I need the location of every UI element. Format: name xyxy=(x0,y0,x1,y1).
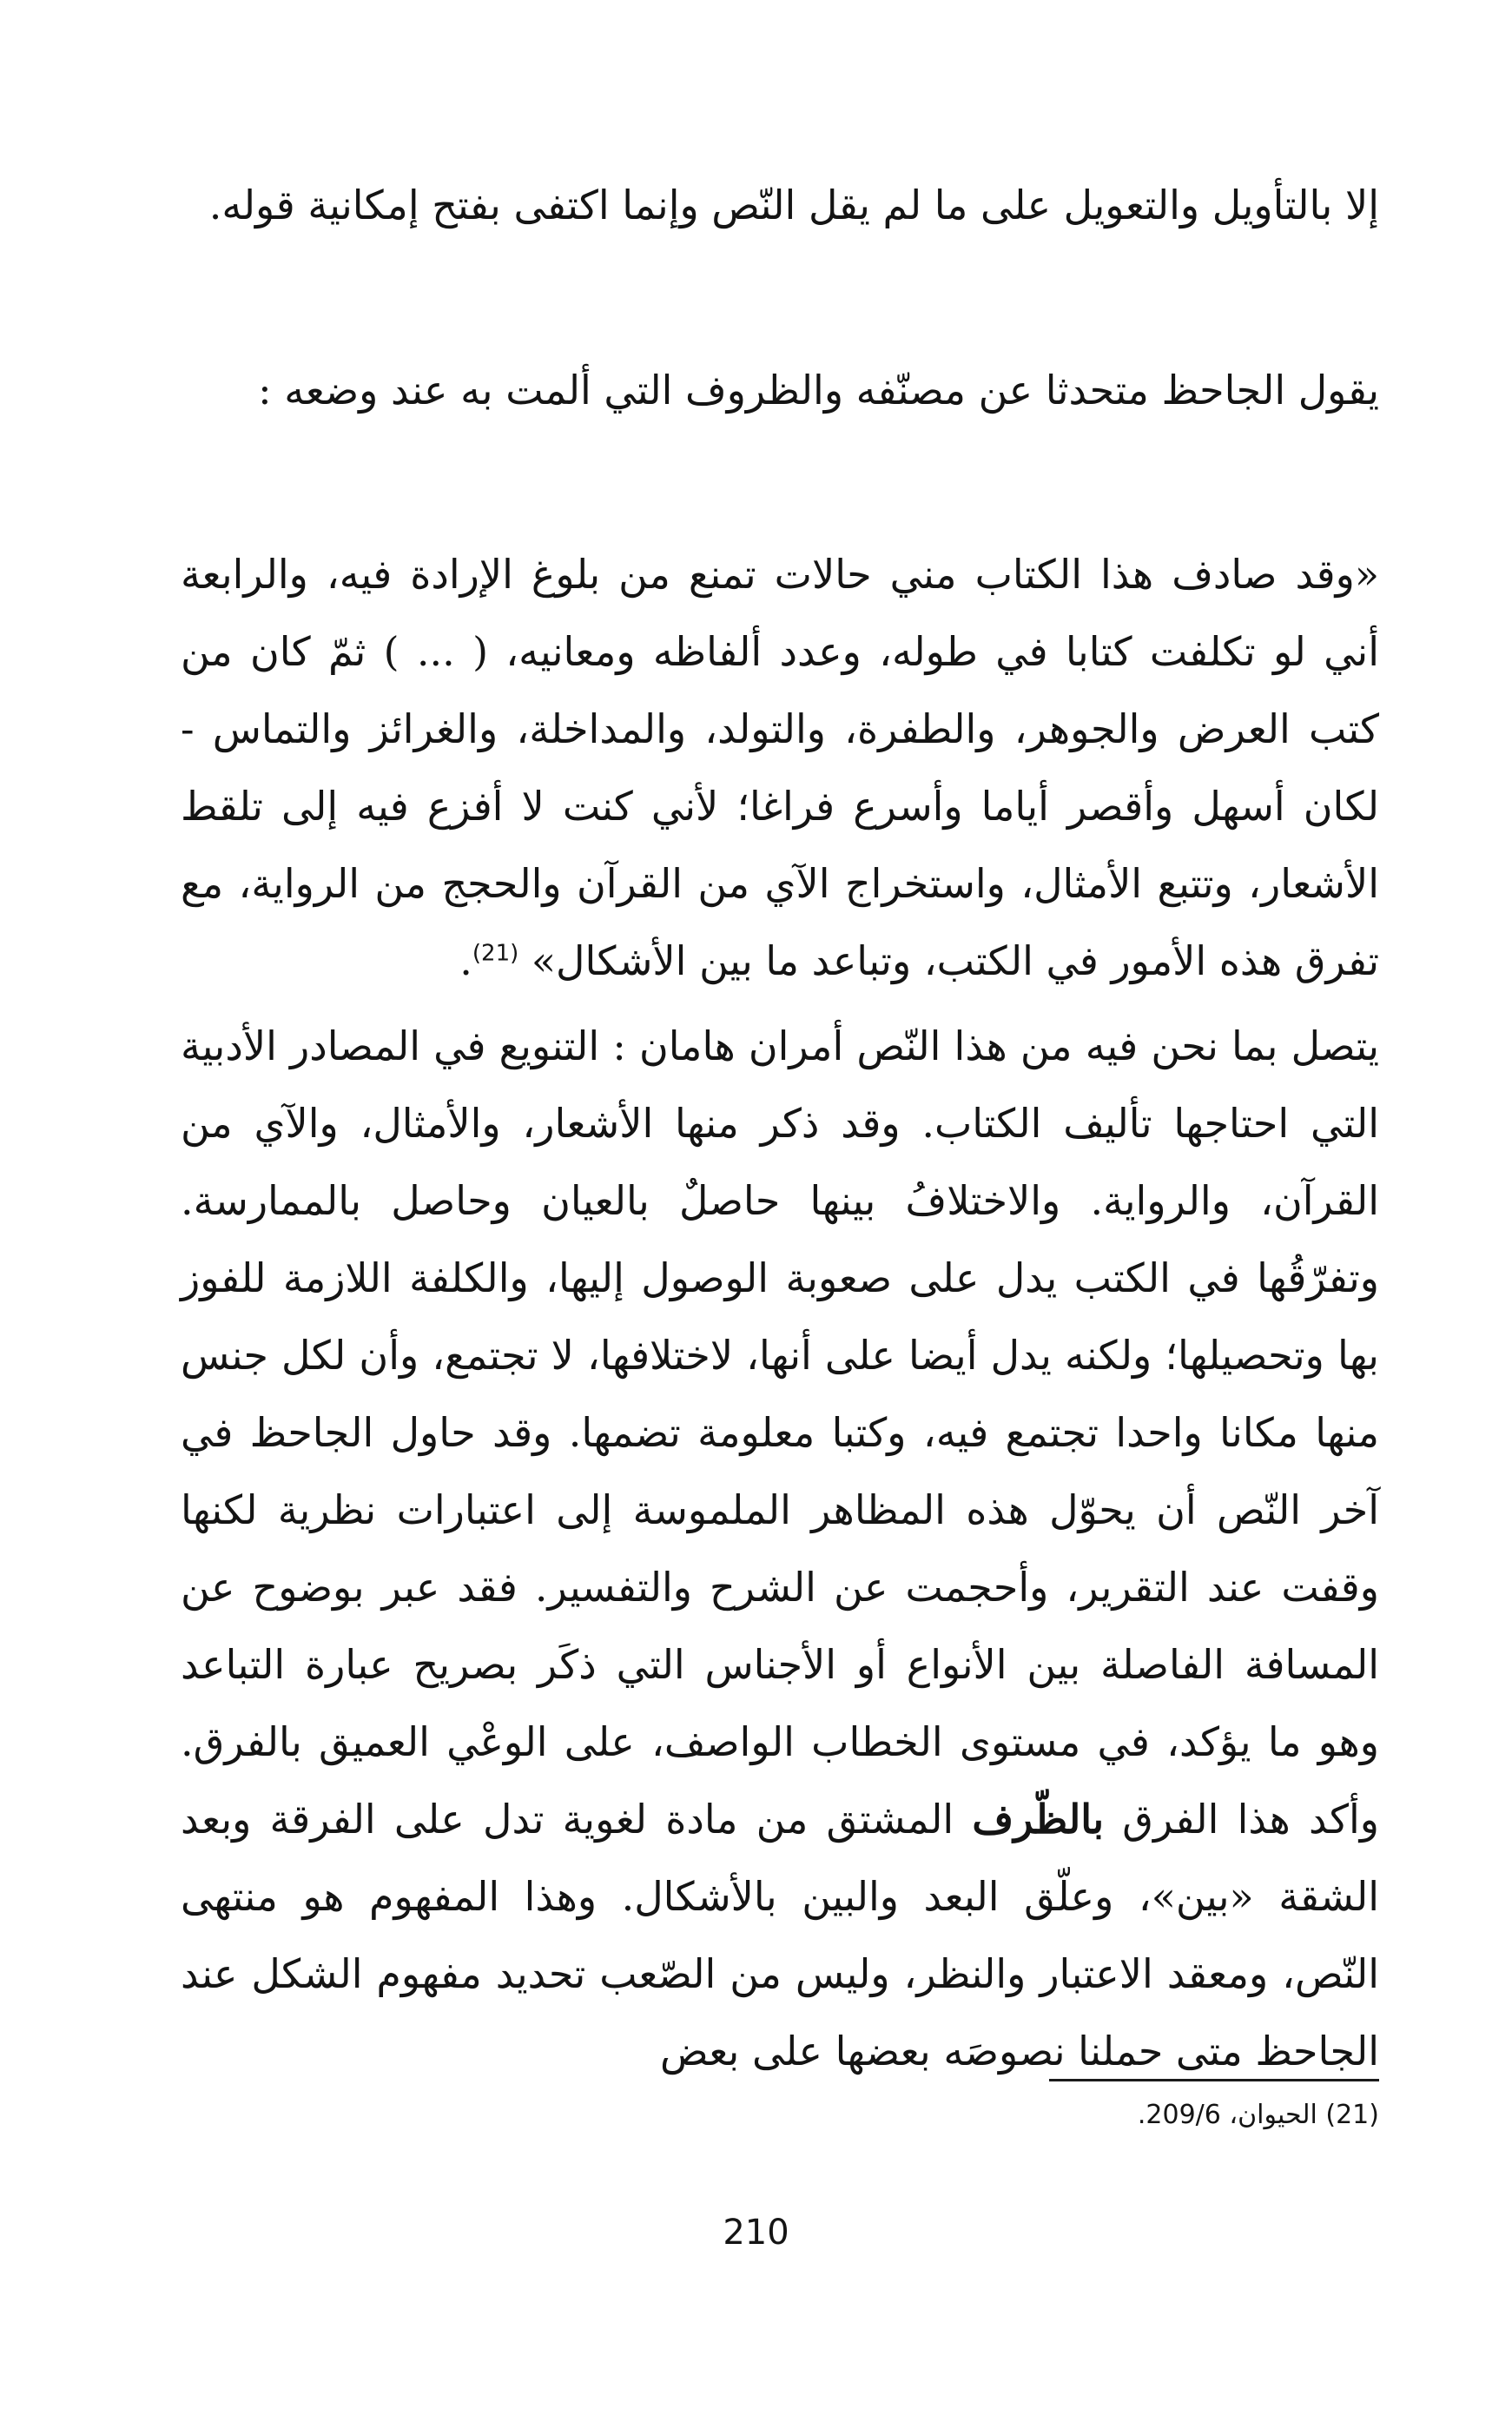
continuation-paragraph: إلا بالتأويل والتعويل على ما لم يقل النّص وإنما اكتفى بفتح إمكانية قوله. xyxy=(208,182,1379,228)
quote-end: . xyxy=(459,937,472,984)
footnote-divider xyxy=(1049,2079,1379,2081)
analysis-text-part2: المشتق من مادة لغوية تدل على الفرقة وبعد الشقة «بين»، وعلّق البعد والبين بالأشكال. وهذا المفهوم هو منتهى النّص، ومعقد الاعتبار والنظر، وليس من الصّعب تحديد مفهوم الشكل عند الجاحظ متى حملنا نصوصَه بعضها على بعض xyxy=(181,1796,1379,2075)
intro-paragraph: يقول الجاحظ متحدثا عن مصنّفه والظروف التي ألمت به عند وضعه : xyxy=(258,367,1379,414)
quote-paragraph xyxy=(181,536,1379,1000)
analysis-paragraph xyxy=(181,1008,1379,2090)
page-number: 210 xyxy=(723,2213,789,2253)
bold-term: بالظّرف xyxy=(972,1796,1105,1843)
footnote-reference: (21) xyxy=(472,940,519,967)
quote-text: «وقد صادف هذا الكتاب مني حالات تمنع من بلوغ الإرادة فيه، والرابعة أني لو تكلفت كتابا في طوله، وعدد ألفاظه ومعانيه، ( ... ) ثمّ كان من كتب العرض والجوهر، والطفرة، والتولد، والمداخلة، والغرائز والتماس - لكان أسهل وأقصر أياما وأسرع فراغا؛ لأني كنت لا أفزع فيه إلى تلقط الأشعار، وتتبع الأمثال، واستخراج الآي من القرآن والحجج من الرواية، مع تفرق هذه الأمور في الكتب، وتباعد ما بين الأشكال» xyxy=(181,551,1379,984)
footnote: (21) الحيوان، 209/6. xyxy=(1137,2100,1379,2130)
analysis-text-part1: يتصل بما نحن فيه من هذا النّص أمران هامان : التنويع في المصادر الأدبية التي احتاجها تأليف الكتاب. وقد ذكر منها الأشعار، والأمثال، والآي من القرآن، والرواية. والاختلافُ بينها حاصلٌ بالعيان وحاصل بالممارسة. وتفرّقُها في الكتب يدل على صعوبة الوصول إليها، والكلفة اللازمة للفوز بها وتحصيلها؛ ولكنه يدل أيضا على أنها، لاختلافها، لا تجتمع، وأن لكل جنس منها مكانا واحدا تجتمع فيه، وكتبا معلومة تضمها. وقد حاول الجاحظ في آخر النّص أن يحوّل هذه المظاهر الملموسة إلى اعتبارات نظرية لكنها وقفت عند التقرير، وأحجمت عن الشرح والتفسير. فقد عبر بوضوح عن المسافة الفاصلة بين الأنواع أو الأجناس التي ذكَر بصريح عبارة التباعد وهو ما يؤكد، في مستوى الخطاب الواصف، على الوعْي العميق بالفرق. وأكد هذا الفرق xyxy=(181,1022,1380,1843)
